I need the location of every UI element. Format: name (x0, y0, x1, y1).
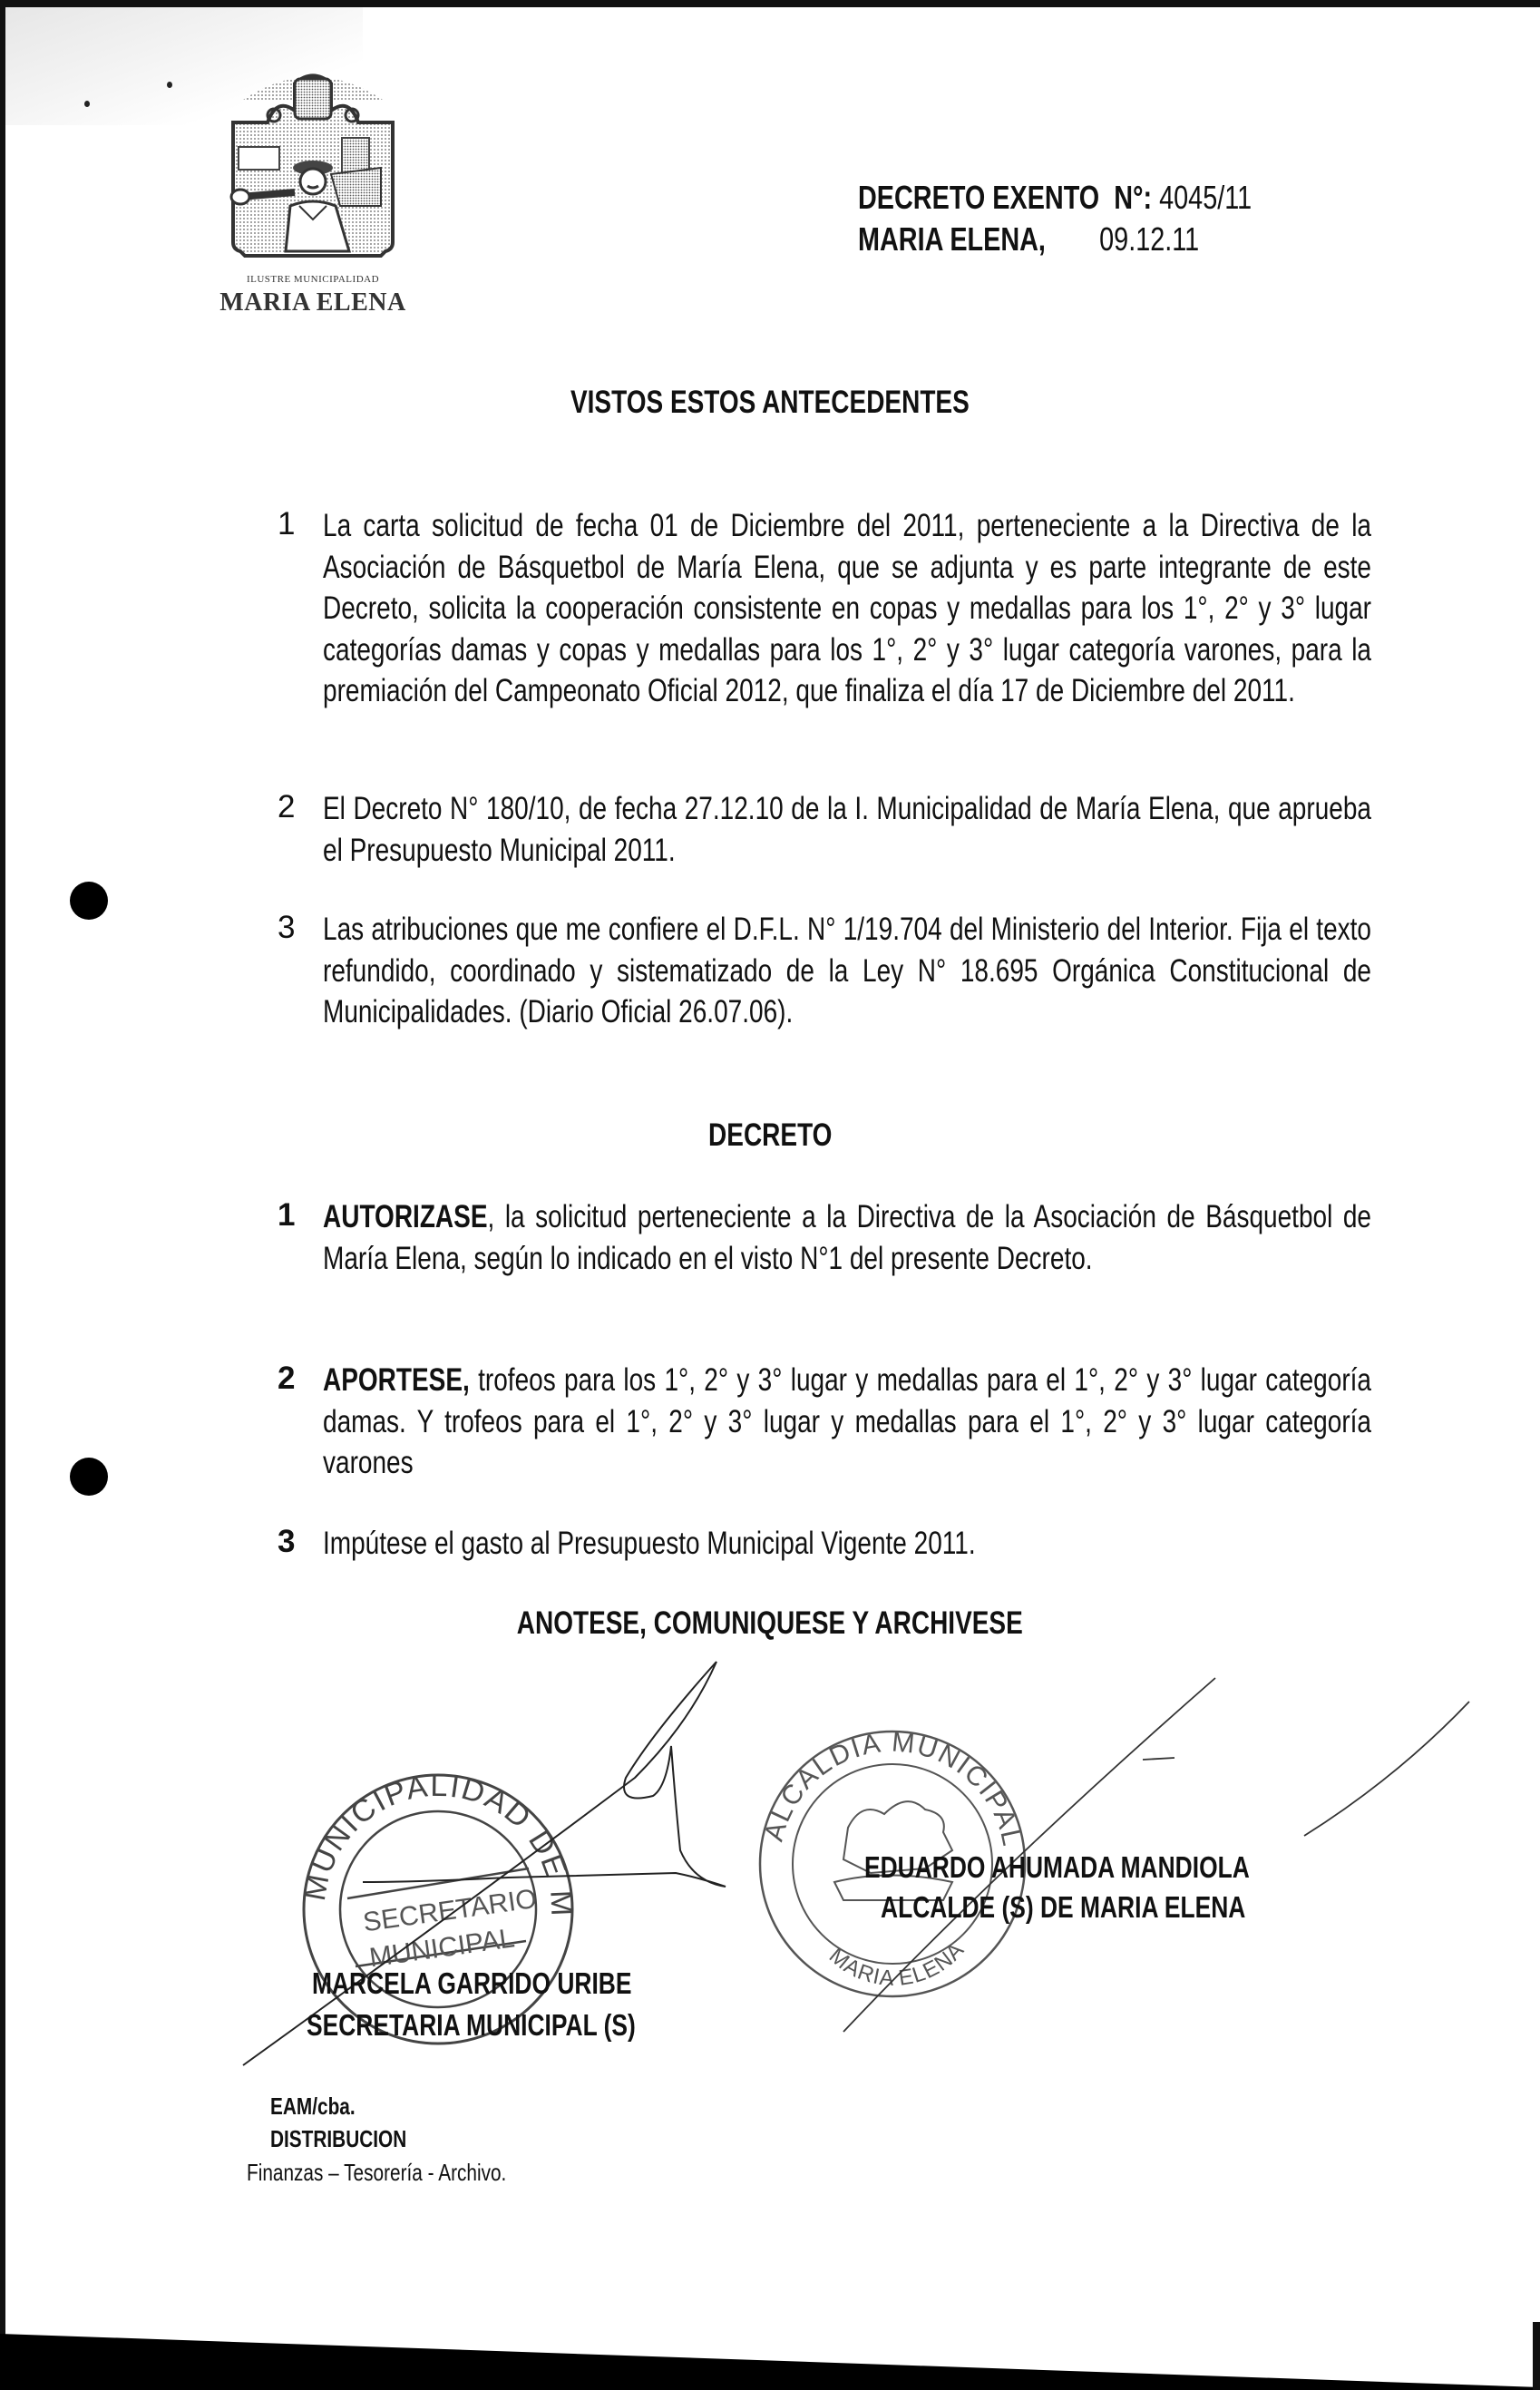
vistos-item-text: La carta solicitud de fecha 01 de Diciembre del 2011, perteneciente a la Directiva de la Asociación de Básquetbol de María Elena, que se adjunta y es parte integrante de este Decreto, solicita la cooperación consistente en copas y medallas para los 1°, 2° y 3° lugar categorías damas y copas y medallas para los 1°, 2° y 3° lugar categoría varones, para la premiación del Campeonato Oficial 2012, que finaliza el día 17 de Diciembre del 2011. (323, 508, 1371, 708)
decree-date: 09.12.11 (1099, 220, 1200, 258)
scan-speck (167, 82, 172, 88)
secretary-name: MARCELA GARRIDO URIBE (312, 1966, 632, 2000)
decreto-item-text: trofeos para los 1°, 2° y 3° lugar y medallas para el 1°, 2° y 3° lugar categoría damas. Y trofeos para el 1°, 2° y 3° lugar y medallas para el 1°, 2° y 3° lugar categoría varones (323, 1362, 1371, 1480)
scan-speck (84, 101, 90, 107)
initials: EAM/cba. (270, 2092, 356, 2120)
decreto-item-text: Impútese el gasto al Presupuesto Municipal Vigente 2011. (323, 1526, 976, 1561)
secretary-title: SECRETARIA MUNICIPAL (S) (307, 2008, 636, 2042)
mayor-stamp-top-text (759, 1727, 1028, 1849)
decreto-heading: DECRETO (707, 1117, 833, 1153)
logo-subtitle: ILUSTRE MUNICIPALIDAD (246, 274, 380, 285)
decree-number-line (858, 179, 1252, 217)
vistos-heading-row (0, 385, 1540, 421)
scan-top-edge (0, 0, 1540, 7)
decreto-item-text: , la solicitud perteneciente a la Directiva de la Asociación de Básquetbol de María Elena, según lo indicado en el visto N°1 del presente Decreto. (323, 1199, 1371, 1276)
vistos-item-number: 1 (278, 506, 296, 541)
mayor-name: EDUARDO AHUMADA MANDIOLA (864, 1850, 1250, 1884)
secretary-stamp-line1: SECRETARIO (361, 1883, 539, 1938)
place-date-line (858, 220, 1199, 259)
secretary-signature (243, 1662, 726, 2065)
secretary-stamp-line2: MUNICIPAL (367, 1923, 517, 1974)
scan-left-edge (0, 0, 5, 2390)
decreto-item-number: 2 (278, 1361, 296, 1396)
decreto-item (323, 1196, 1371, 1279)
decree-label: DECRETO EXENTO (858, 179, 1100, 216)
vistos-item-number: 3 (278, 910, 296, 945)
vistos-item-text: Las atribuciones que me confiere el D.F.L. N° 1/19.704 del Ministerio del Interior. Fija el texto refundido, coordinado y sistematizado de la Ley N° 18.695 Orgánica Constitucional de Municipalidades. (Diario Oficial 26.07.06). (323, 912, 1371, 1029)
closing-row (0, 1605, 1540, 1642)
stamps-and-signatures (0, 1660, 1540, 2077)
distribution-list: Finanzas – Tesorería - Archivo. (247, 2159, 507, 2186)
logo-title: MARIA ELENA (219, 288, 406, 317)
decreto-item-number: 3 (278, 1524, 296, 1559)
mayor-stamp-top-textpath: ALCALDIA MUNICIPAL (758, 1727, 1028, 1850)
decreto-item (323, 1360, 1371, 1484)
decree-number-label: N°: (1114, 179, 1153, 216)
secretary-stamp-outer-textpath: MUNICIPALIDAD DE M (297, 1768, 580, 1919)
vistos-item-text: El Decreto N° 180/10, de fecha 27.12.10 de la I. Municipalidad de María Elena, que aprueba el Presupuesto Municipal 2011. (323, 791, 1371, 868)
punch-hole (70, 1458, 108, 1496)
place: MARIA ELENA, (858, 220, 1046, 258)
decreto-item-number: 1 (278, 1197, 296, 1233)
punch-hole (70, 882, 108, 920)
distribution-label: DISTRIBUCION (270, 2125, 407, 2152)
decreto-heading-row (0, 1117, 1540, 1154)
vistos-heading: VISTOS ESTOS ANTECEDENTES (570, 385, 970, 420)
decreto-item (323, 1523, 1371, 1565)
closing-formula: ANOTESE, COMUNIQUESE Y ARCHIVESE (516, 1605, 1024, 1641)
scan-bottom-edge (0, 2322, 1540, 2390)
mayor-stamp-bottom-textpath: MARIA ELENA (824, 1937, 970, 1992)
mayor-stamp-bottom-text (824, 1937, 970, 1991)
secretary-stamp-outer-text (0, 1660, 580, 1918)
decreto-item-label: AUTORIZASE (323, 1199, 488, 1234)
secretary-stamp (304, 1775, 572, 2044)
mayor-title: ALCALDE (S) DE MARIA ELENA (881, 1890, 1246, 1924)
decree-number: 4045/11 (1159, 179, 1252, 216)
decreto-item-label: APORTESE, (323, 1362, 470, 1398)
vistos-item-number: 2 (278, 789, 296, 824)
